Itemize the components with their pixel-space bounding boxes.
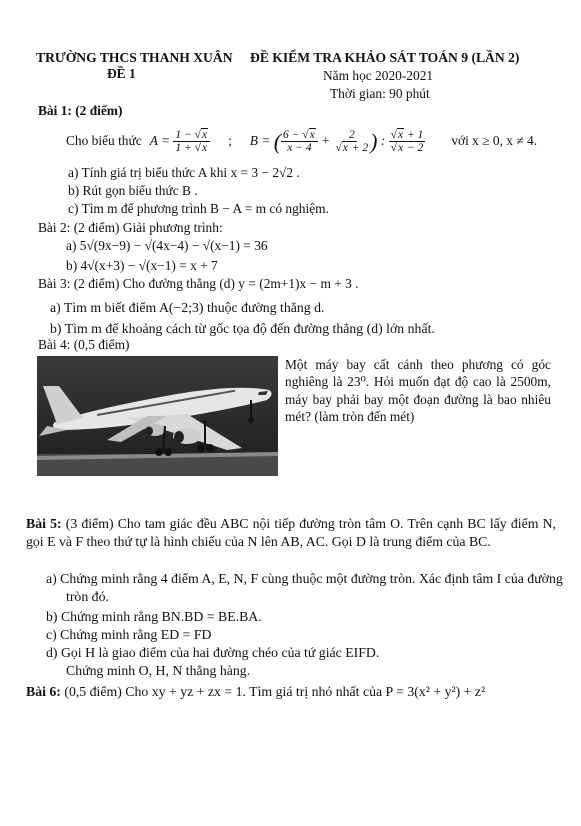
problem-3b: b) Tìm m để khoảng cách từ gốc tọa độ đến đường thẳng (d) lớn nhất. [50,321,435,336]
problem-5a: a) Chứng minh rằng 4 điểm A, E, N, F cùng thuộc một đường tròn. Xác định tâm I của đường tròn đó. [46,571,563,605]
problem-5-statement [26,515,556,551]
problem-1-expression: Cho biểu thức A = $\frac{1 - √x}{1 + √x}$ ; B = ( $\frac{6 - √x}{x - 4}$ + $\frac{2}{√x + 2}$ ) : $\frac{√x + 1}{√x - 2}$ với x ≥ 0, x ≠ 4. [66,128,538,155]
school-year: Năm học 2020-2021 [323,68,434,83]
problem-3a: a) Tìm m biết điểm A(−2;3) thuộc đường thẳng d. [50,300,325,315]
problem-2a: a) 5√(9x−9) − √(4x−4) − √(x−1) = 36 [66,238,268,253]
problem-6 [26,683,485,700]
airplane-photo [37,356,278,476]
problem-2-title: Bài 2: (2 điểm) Giải phương trình: [38,220,223,235]
problem-6-text: (0,5 điểm) Cho xy + yz + zx = 1. Tìm giá trị nhỏ nhất của P = 3(x² + y²) + z² [64,684,486,699]
school-name: TRƯỜNG THCS THANH XUÂN [36,50,233,65]
problem-5-title: Bài 5: [26,516,62,531]
problem-5-text: (3 điểm) Cho tam giác đều ABC nội tiếp đường tròn tâm O. Trên cạnh BC lấy điểm N, gọi E và F theo thứ tự là hình chiếu của N lên AB, AC. Gọi D là trung điểm của BC. [26,516,556,550]
exam-title: ĐỀ KIỂM TRA KHẢO SÁT TOÁN 9 (LẦN 2) [250,50,520,65]
problem-5b: b) Chứng minh rằng BN.BD = BE.BA. [46,609,262,624]
problem-1a: a) Tính giá trị biểu thức A khi x = 3 − 2√2 . [68,165,300,180]
airplane-illustration [37,356,278,476]
problem-1-condition: với x ≥ 0, x ≠ 4. [451,133,538,149]
exam-code: ĐỀ 1 [107,66,136,81]
problem-4-title: Bài 4: (0,5 điểm) [38,337,130,352]
problem-3-title: Bài 3: (2 điểm) Cho đường thẳng (d) y = (2m+1)x − m + 3 . [38,276,359,291]
problem-1-title: Bài 1: (2 điểm) [38,103,123,118]
expr-a-formula: A = $\frac{1 - √x}{1 + √x}$ [150,129,210,155]
exam-duration: Thời gian: 90 phút [330,86,430,101]
problem-2b: b) 4√(x+3) − √(x−1) = x + 7 [66,258,218,273]
problem-1b: b) Rút gọn biểu thức B . [68,183,198,198]
expr-b-formula: B = ( $\frac{6 - √x}{x - 4}$ + $\frac{2}{√x + 2}$ ) : $\frac{√x + 1}{√x - 2}$ [249,128,424,155]
problem-5d-cont: Chứng minh O, H, N thẳng hàng. [66,663,251,678]
problem-1c: c) Tìm m để phương trình B − A = m có nghiệm. [68,201,329,216]
problem-5d: d) Gọi H là giao điểm của hai đường chéo của tứ giác EIFD. [46,645,380,660]
problem-1-intro: Cho biểu thức [66,133,142,149]
problem-4-text: Một máy bay cất cánh theo phương có góc nghiêng là 23⁰. Hỏi muốn đạt độ cao là 2500m, máy bay phải bay một đoạn đường là bao nhiêu mét? (làm tròn đến mét) [285,357,551,425]
problem-6-title: Bài 6: [26,684,61,699]
problem-5c: c) Chứng minh rằng ED = FD [46,627,212,642]
